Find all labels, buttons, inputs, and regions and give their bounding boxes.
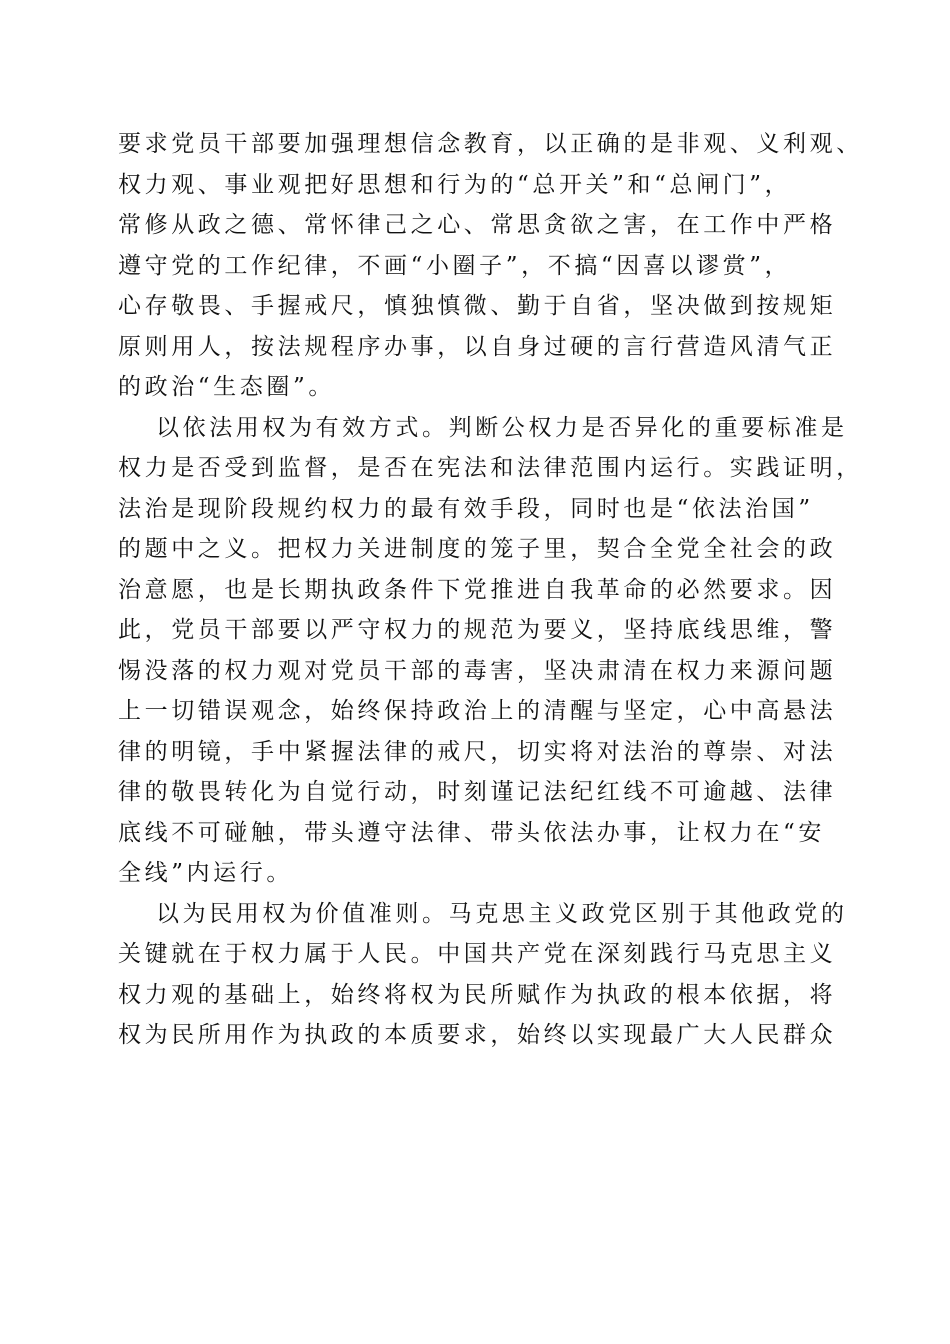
text-line: 的政治“生态圈”。: [118, 374, 335, 400]
text-line: 底线不可碰触，带头遵守法律、带头依法办事，让权力在“安: [118, 819, 825, 846]
text-line: 要求党员干部要加强理想信念教育，以正确的是非观、义利观、: [118, 131, 863, 157]
text-line: 常修从政之德、常怀律己之心、常思贪欲之害，在工作中严格: [118, 212, 837, 238]
text-line: 律的明镜，手中紧握法律的戒尺，切实将对法治的尊崇、对法: [118, 738, 837, 765]
text-line: 权力观的基础上，始终将权为民所赋作为执政的根本依据，将: [118, 981, 837, 1008]
text-line: 权力是否受到监督，是否在宪法和法律范围内运行。实践证明，: [118, 455, 863, 481]
text-line: 的题中之义。把权力关进制度的笼子里，契合全党全社会的政: [118, 536, 837, 562]
text-line: 此，党员干部要以严守权力的规范为要义，坚持底线思维，警: [118, 617, 837, 643]
document-body: [118, 124, 863, 1056]
text-line: 全线”内运行。: [118, 860, 293, 886]
text-line: 原则用人，按法规程序办事，以自身过硬的言行营造风清气正: [118, 333, 837, 360]
text-line: 治意愿，也是长期执政条件下党推进自我革命的必然要求。因: [118, 576, 837, 603]
text-line: 上一切错误观念，始终保持政治上的清醒与坚定，心中高悬法: [118, 698, 837, 724]
text-line: 权力观、事业观把好思想和行为的“总开关”和“总闸门”，: [118, 171, 792, 198]
text-line: 权为民所用作为执政的本质要求，始终以实现最广大人民群众: [118, 1022, 837, 1048]
paragraph-start-line: 以为民用权为价值准则。马克思主义政党区别于其他政党的: [156, 900, 848, 927]
text-line: 关键就在于权力属于人民。中国共产党在深刻践行马克思主义: [118, 941, 837, 967]
paragraph-start-line: 以依法用权为有效方式。判断公权力是否异化的重要标准是: [156, 414, 848, 441]
text-line: 律的敬畏转化为自觉行动，时刻谨记法纪红线不可逾越、法律: [118, 779, 837, 805]
text-line: 心存敬畏、手握戒尺，慎独慎微、勤于自省，坚决做到按规矩: [118, 293, 837, 319]
text-line: 法治是现阶段规约权力的最有效手段，同时也是“依法治国”: [118, 495, 814, 522]
text-line: 遵守党的工作纪律，不画“小圈子”，不搞“因喜以谬赏”，: [118, 252, 792, 279]
text-line: 惕没落的权力观对党员干部的毒害，坚决肃清在权力来源问题: [118, 657, 837, 684]
